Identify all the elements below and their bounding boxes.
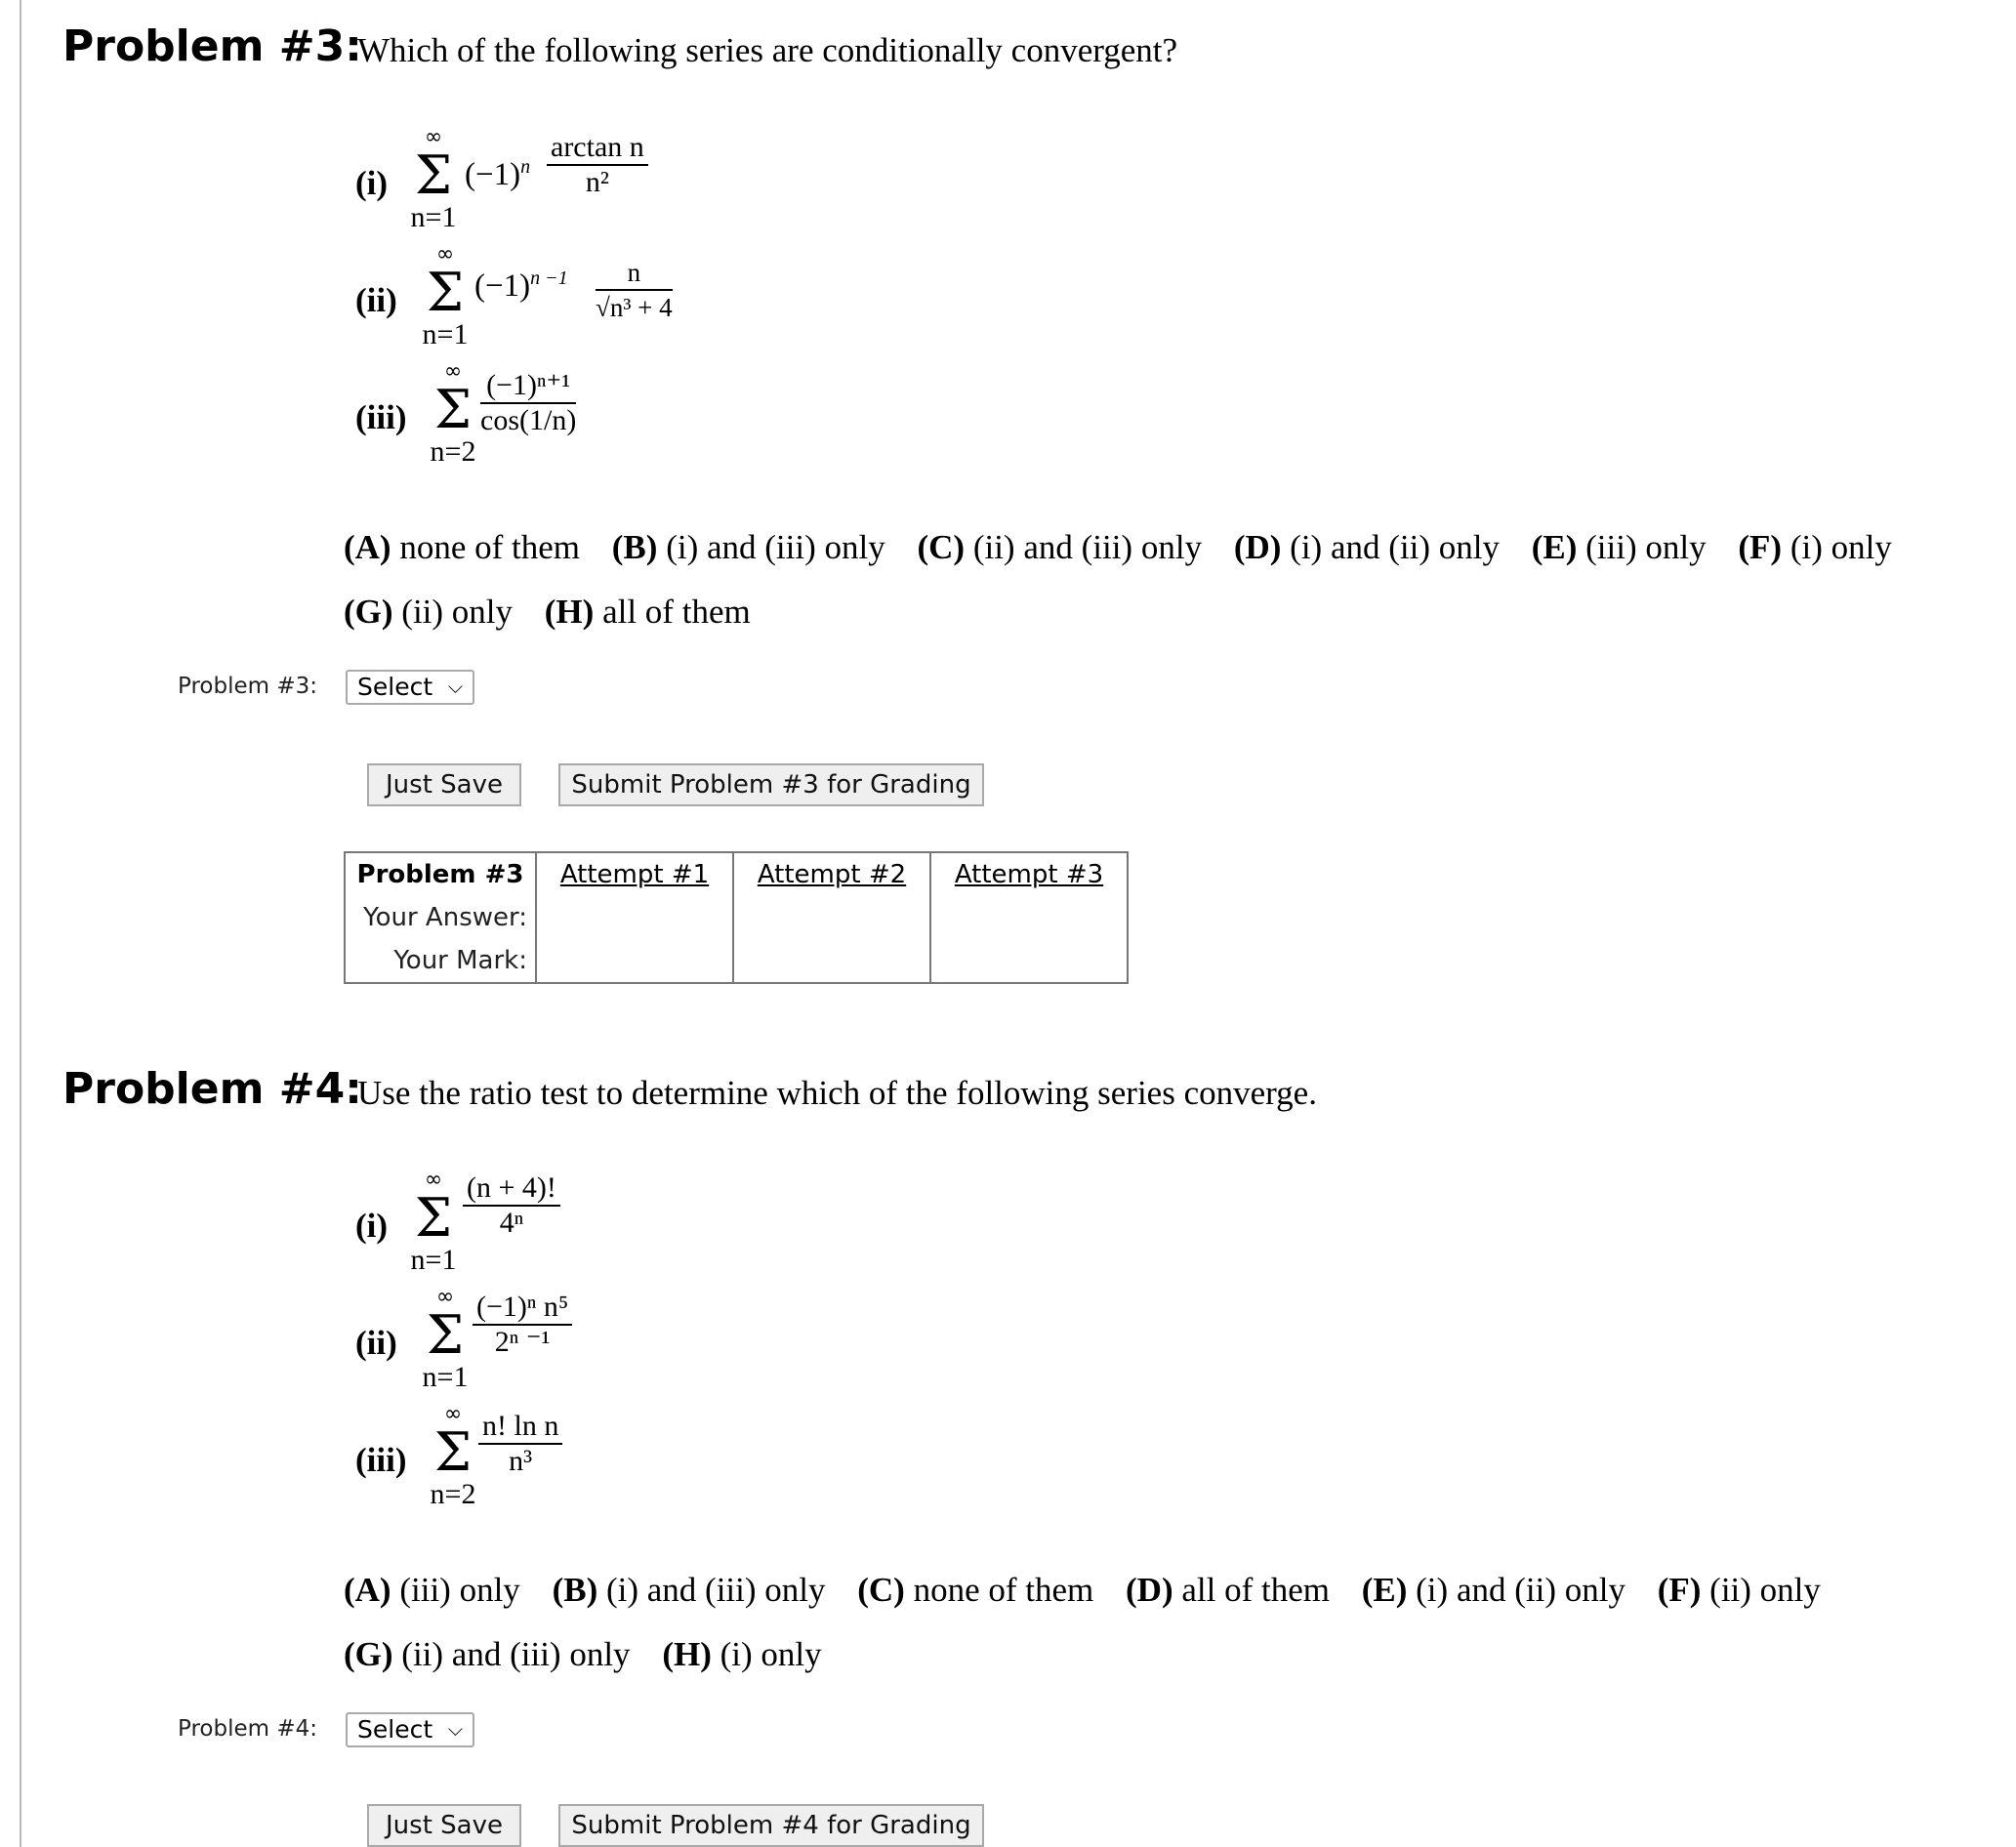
attempt-2-mark	[733, 939, 930, 983]
p3-series-i	[355, 125, 746, 232]
sum-upper: ∞	[443, 1402, 463, 1426]
denominator: √n³ + 4	[596, 293, 673, 322]
p4-answer-select[interactable]	[346, 1712, 474, 1747]
choice-g: (G) (ii) only	[344, 593, 514, 631]
attempt-3-answer	[930, 896, 1128, 939]
sum-upper: ∞	[424, 125, 443, 149]
sigma-icon: Σ	[433, 379, 473, 440]
problem-3-question: Which of the following series are conditionally convergent?	[357, 31, 1178, 69]
series-label: (iii)	[355, 1441, 407, 1479]
sum-lower: n=1	[410, 1244, 457, 1276]
denominator: 4ⁿ	[499, 1207, 524, 1239]
numerator: arctan n	[547, 131, 648, 166]
p4-series-ii	[355, 1285, 746, 1392]
p3-submit-button[interactable]: Submit Problem #3 for Grading	[558, 763, 984, 806]
choice-a: (A) none of them	[344, 528, 581, 566]
sigma-icon: Σ	[414, 1187, 453, 1249]
choice-e: (E) (iii) only	[1531, 528, 1707, 566]
sum-lower: n=2	[430, 1478, 476, 1510]
p3-series-iii	[355, 359, 746, 467]
p3-select-label: Problem #3:	[178, 674, 317, 699]
choice-d: (D) (i) and (ii) only	[1233, 528, 1500, 566]
sign-term: (−1)	[465, 157, 521, 192]
p4-submit-button[interactable]: Submit Problem #4 for Grading	[558, 1804, 984, 1847]
problem-3-title: Problem #3:	[62, 21, 362, 71]
numerator: (n + 4)!	[463, 1171, 560, 1207]
p3-choices	[344, 515, 1964, 644]
chevron-down-icon: ⌵	[447, 1717, 463, 1741]
sum-upper: ∞	[435, 1285, 455, 1309]
problem-4-title: Problem #4:	[62, 1064, 362, 1114]
series-label: (iii)	[355, 398, 407, 436]
denominator: cos(1/n)	[480, 404, 577, 436]
p3-attempts-table	[344, 851, 1129, 984]
choice-e: (E) (i) and (ii) only	[1361, 1571, 1625, 1609]
sum-lower: n=1	[410, 201, 457, 233]
p4-series-i	[355, 1168, 746, 1275]
your-mark-label: Your Mark:	[345, 939, 536, 983]
choice-c: (C) none of them	[857, 1571, 1094, 1609]
sum-upper: ∞	[424, 1168, 443, 1192]
choice-g: (G) (ii) and (iii) only	[344, 1635, 631, 1673]
series-label: (ii)	[355, 281, 397, 319]
attempt-2-link[interactable]: Attempt #2	[757, 860, 907, 889]
series-label: (i)	[355, 1207, 389, 1245]
numerator: (−1)ⁿ n⁵	[473, 1291, 572, 1326]
attempt-1-link[interactable]: Attempt #1	[559, 860, 710, 889]
p4-select-label: Problem #4:	[178, 1716, 317, 1742]
attempt-2-answer	[733, 896, 930, 939]
choice-f: (F) (ii) only	[1657, 1571, 1821, 1609]
choice-a: (A) (iii) only	[344, 1571, 520, 1609]
choice-c: (C) (ii) and (iii) only	[917, 528, 1203, 566]
series-label: (ii)	[355, 1324, 397, 1362]
sign-term: (−1)	[474, 268, 531, 304]
numerator: n	[596, 256, 673, 291]
series-label: (i)	[355, 164, 389, 202]
attempt-1-mark	[536, 939, 733, 983]
sum-lower: n=1	[422, 1361, 469, 1393]
choice-b: (B) (i) and (iii) only	[552, 1571, 826, 1609]
choice-f: (F) (i) only	[1738, 528, 1892, 566]
sigma-icon: Σ	[426, 1304, 465, 1366]
sign-exponent: n	[520, 156, 531, 178]
table-header-problem: Problem #3	[345, 852, 536, 896]
choice-h: (H) (i) only	[662, 1635, 822, 1673]
p4-series-iii	[355, 1402, 746, 1509]
attempt-3-mark	[930, 939, 1128, 983]
p3-answer-select[interactable]	[346, 670, 474, 705]
attempt-1-answer	[536, 896, 733, 939]
numerator: n! ln n	[478, 1410, 562, 1445]
sigma-icon: Σ	[433, 1421, 473, 1483]
denominator: n²	[585, 166, 609, 198]
p4-just-save-button[interactable]: Just Save	[367, 1804, 521, 1847]
sum-upper: ∞	[443, 359, 463, 384]
select-value: Select	[357, 673, 433, 701]
choice-d: (D) all of them	[1126, 1571, 1330, 1609]
sum-lower: n=1	[422, 318, 469, 350]
p4-choices	[344, 1558, 1964, 1687]
sign-exponent: n −1	[530, 267, 568, 289]
sigma-icon: Σ	[414, 144, 453, 206]
chevron-down-icon: ⌵	[447, 675, 463, 698]
numerator: (−1)ⁿ⁺¹	[480, 369, 576, 404]
p3-just-save-button[interactable]: Just Save	[367, 763, 521, 806]
sigma-icon: Σ	[426, 262, 465, 323]
select-value: Select	[357, 1715, 433, 1744]
attempt-3-link[interactable]: Attempt #3	[954, 860, 1104, 889]
sum-lower: n=2	[430, 435, 476, 468]
p3-series-ii	[355, 242, 746, 349]
choice-b: (B) (i) and (iii) only	[611, 528, 885, 566]
choice-h: (H) all of them	[544, 593, 751, 631]
problem-4-question: Use the ratio test to determine which of the following series converge.	[357, 1074, 1317, 1112]
sum-upper: ∞	[435, 242, 455, 267]
your-answer-label: Your Answer:	[345, 896, 536, 939]
denominator: 2ⁿ ⁻¹	[494, 1326, 551, 1358]
denominator: n³	[509, 1445, 533, 1477]
